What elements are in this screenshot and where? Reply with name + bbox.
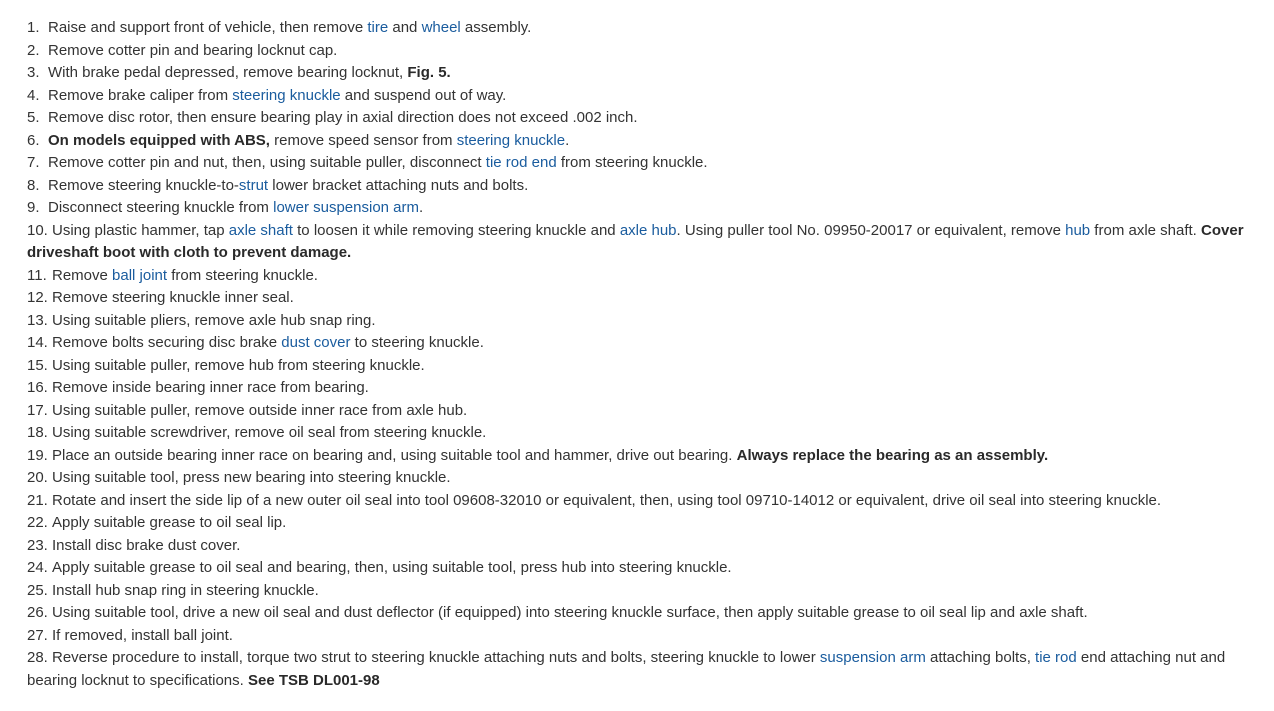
step-text: Place an outside bearing inner race on bearing and, using suitable tool and hammer, drive out bearing. [52,446,737,464]
step-number: 18. [27,424,48,441]
step-12 [27,287,1252,310]
link-steering-knuckle[interactable]: steering knuckle [232,86,341,104]
emphasis-text: Fig. 5. [407,64,451,81]
link-tie-rod[interactable]: tie rod [1035,649,1077,666]
step-9 [27,197,1252,220]
step-text: end attaching nut and bearing locknut to specifications. [27,649,1226,689]
link-tire[interactable]: tire [367,19,389,36]
step-number: 24. [27,559,48,576]
step-number: 14. [27,334,48,351]
step-text: Remove bolts securing disc brake [52,334,282,351]
step-number: 8. [27,176,40,194]
step-2 [27,40,1252,63]
step-text: Using suitable tool, drive a new oil seal and dust deflector (if equipped) into steering knuckle surface, then apply suitable grease to oil seal lip and axle shaft. [52,604,1088,621]
step-20 [27,467,1252,490]
step-13 [27,310,1252,333]
step-text: Apply suitable grease to oil seal lip. [52,514,287,531]
step-number: 11. [27,266,47,284]
link-steering-knuckle[interactable]: steering knuckle [456,131,566,149]
step-23 [27,535,1252,558]
step-text: Disconnect steering knuckle from [48,199,274,216]
step-number: 9. [27,199,40,216]
step-1 [27,17,1252,40]
step-16 [27,377,1252,400]
step-text: Remove steering knuckle-to- [48,176,239,194]
step-text: Using suitable puller, remove outside inner race from axle hub. [52,401,468,419]
link-dust-cover[interactable]: dust cover [281,334,351,351]
step-number: 7. [27,154,40,171]
step-number: 15. [27,356,48,374]
step-number: 22. [27,514,48,531]
step-text: If removed, install ball joint. [52,626,233,644]
step-28 [27,647,1252,692]
step-number: 10. [27,221,48,239]
step-24 [27,557,1252,580]
step-5 [27,107,1252,130]
step-number: 1. [27,19,40,36]
step-11 [27,265,1252,288]
step-number: 17. [27,401,48,419]
step-8 [27,175,1252,198]
step-text: lower bracket attaching nuts and bolts. [268,176,529,194]
step-number: 5. [27,109,40,126]
step-22 [27,512,1252,535]
link-tie-rod-end[interactable]: tie rod end [485,154,557,171]
step-6 [27,130,1252,153]
step-4 [27,85,1252,108]
link-wheel[interactable]: wheel [421,19,461,36]
step-number: 16. [27,379,48,396]
step-number: 3. [27,64,40,81]
step-number: 19. [27,446,48,464]
step-number: 21. [27,491,48,509]
link-axle-shaft[interactable]: axle shaft [228,221,293,239]
step-text: With brake pedal depressed, remove bearing locknut, [48,64,408,81]
step-text: Remove steering knuckle inner seal. [52,289,294,306]
step-text: Using suitable puller, remove hub from steering knuckle. [52,356,425,374]
step-3 [27,62,1252,85]
step-text: Remove cotter pin and nut, then, using suitable puller, disconnect [48,154,486,171]
step-number: 23. [27,536,48,554]
step-7 [27,152,1252,175]
step-text: . Using puller tool No. 09950-20017 or equivalent, remove [676,221,1066,239]
emphasis-text: boot with cloth to prevent damage. [98,244,352,261]
step-text: Reverse procedure to install, torque two strut to steering knuckle attaching nuts and bolts, steering knuckle to lower [52,649,820,666]
step-19 [27,445,1252,468]
step-number: 12. [27,289,48,306]
link-lower-suspension-arm[interactable]: lower suspension arm [273,199,420,216]
step-text: Rotate and insert the side lip of a new outer oil seal into tool 09608-32010 or equivalent, then, using tool 09710-14012 or equivalent, drive oil seal into steering knuckle. [52,491,1162,509]
link-axle-hub[interactable]: axle hub [619,221,677,239]
step-text: and suspend out of way. [340,86,507,104]
step-text: Install disc brake dust cover. [52,536,241,554]
step-text: from steering knuckle. [167,266,318,284]
step-number: 26. [27,604,48,621]
emphasis-text: See TSB DL001-98 [247,671,380,689]
step-text: to loosen it while removing steering knuckle and [292,221,620,239]
step-text: Install hub snap ring in steering knuckle. [52,581,319,599]
step-text: from axle shaft. [1090,221,1202,239]
step-text: to steering knuckle. [350,334,484,351]
step-15 [27,355,1252,378]
step-text: remove speed sensor from [269,131,457,149]
step-26 [27,602,1252,625]
step-number: 25. [27,581,48,599]
step-text: Using suitable tool, press new bearing into steering knuckle. [52,469,451,486]
step-text: Raise and support front of vehicle, then remove [48,19,368,36]
link-hub[interactable]: hub [1065,221,1091,239]
emphasis-text: Cover [1201,221,1244,239]
step-text: Using suitable pliers, remove axle hub snap ring. [52,311,376,329]
step-text: Apply suitable grease to oil seal and bearing, then, using suitable tool, press hub into steering knuckle. [52,559,732,576]
step-text: . [565,131,570,149]
step-27 [27,625,1252,648]
step-18 [27,422,1252,445]
emphasis-text: Always replace the bearing as an assembly. [736,446,1049,464]
link-suspension-arm[interactable]: suspension arm [819,649,926,666]
step-number: 13. [27,311,48,329]
step-14 [27,332,1252,355]
step-text: Using plastic hammer, tap [52,221,229,239]
step-number: 2. [27,41,40,59]
step-21 [27,490,1252,513]
link-ball-joint[interactable]: ball joint [112,266,168,284]
step-25 [27,580,1252,603]
step-text: Remove [52,266,113,284]
step-number: 4. [27,86,40,104]
step-text: assembly. [460,19,532,36]
step-text: . [419,199,424,216]
step-text: from steering knuckle. [556,154,708,171]
step-text: Remove brake caliper from [48,86,233,104]
step-number: 6. [27,131,40,149]
step-number: 28. [27,649,48,666]
step-text: Using suitable screwdriver, remove oil seal from steering knuckle. [52,424,487,441]
link-strut[interactable]: strut [238,176,269,194]
step-text: attaching bolts, [925,649,1036,666]
emphasis-text: On models equipped with ABS, [48,131,270,149]
step-17 [27,400,1252,423]
link-driveshaft[interactable]: driveshaft [27,244,99,261]
step-10 [27,220,1252,265]
step-text: and [388,19,422,36]
step-text: Remove cotter pin and bearing locknut cap. [48,41,338,59]
step-text: Remove inside bearing inner race from bearing. [52,379,369,396]
step-text: Remove disc rotor, then ensure bearing play in axial direction does not exceed .002 inch. [48,109,638,126]
step-number: 27. [27,626,48,644]
step-number: 20. [27,469,48,486]
